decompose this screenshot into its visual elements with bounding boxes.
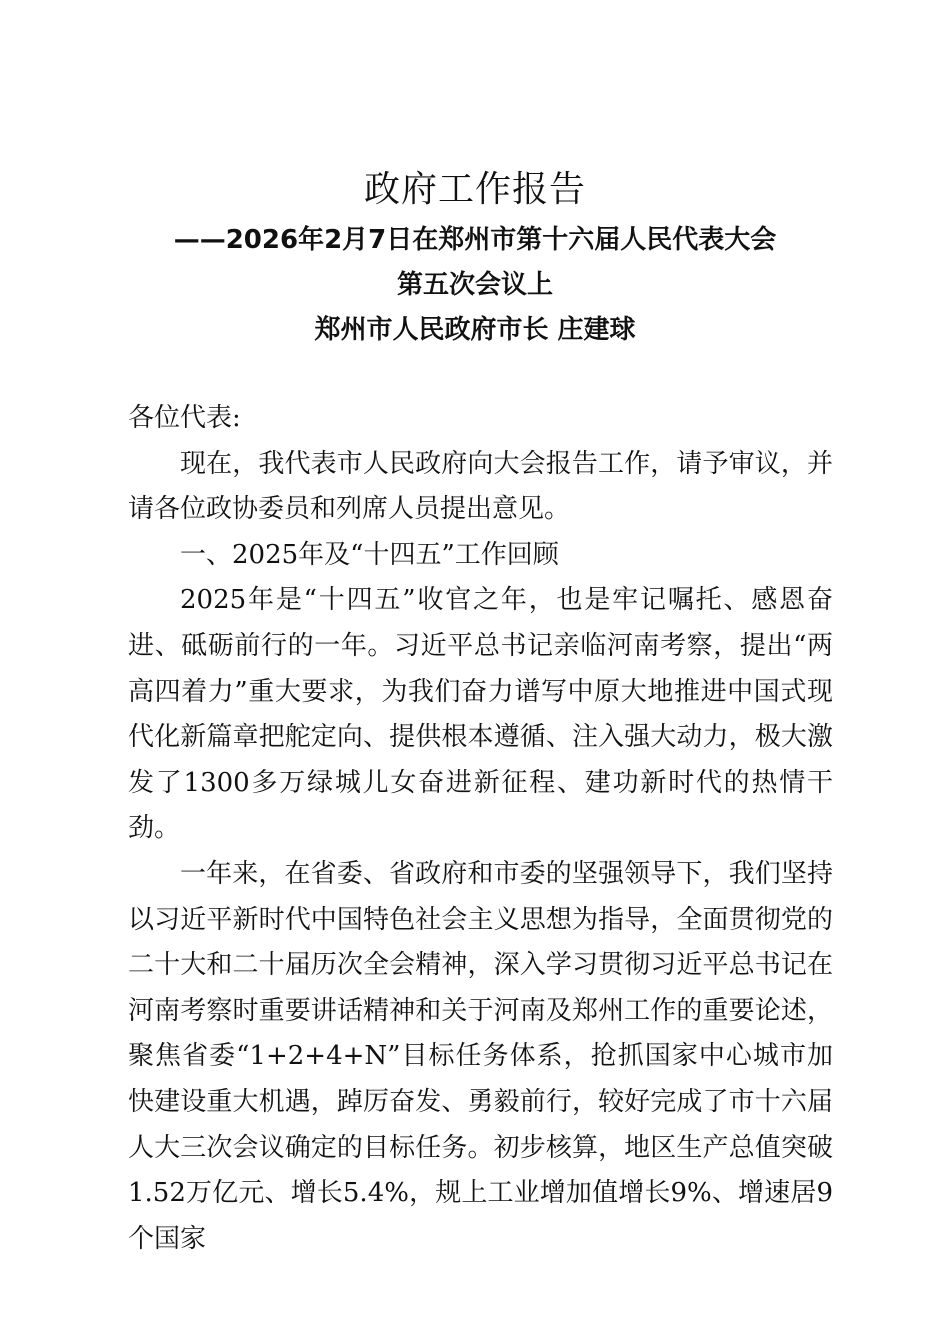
subtitle-date-line: ——2026年2月7日在郑州市第十六届人民代表大会: [173, 225, 777, 255]
document-body: [128, 396, 833, 1262]
subtitle-session-line: 第五次会议上: [396, 270, 553, 300]
paragraph-2025-review: 2025年是“十四五”收官之年，也是牢记嘱托、感恩奋进、砥砺前行的一年。习近平总书记亲临河南考察，提出“两高四着力”重大要求，为我们奋力谱写中原大地推进中国式现代化新篇章把舵定向、提供根本遵循、注入强大动力，极大激发了1300多万绿城儿女奋进新征程、建功新时代的热情干劲。: [128, 585, 833, 844]
paragraph-intro: 现在，我代表市人民政府向大会报告工作，请予审议，并请各位政协委员和列席人员提出意见。: [128, 448, 833, 525]
paragraph-year-summary: 一年来，在省委、省政府和市委的坚强领导下，我们坚持以习近平新时代中国特色社会主义思想为指导，全面贯彻党的二十大和二十届历次全会精神，深入学习贯彻习近平总书记在河南考察时重要讲话精神和关于河南及郑州工作的重要论述，聚焦省委“1+2+4+N”目标任务体系，抢抓国家中心城市加快建设重大机遇，踔厉奋发、勇毅前行，较好完成了市十六届人大三次会议确定的目标任务。初步核算，地区生产总值突破1.52万亿元、增长5.4%，规上工业增加值增长9%、增速居9个国家: [128, 858, 833, 1254]
greeting: 各位代表:: [128, 403, 241, 433]
subtitle-author-line: 郑州市人民政府市长 庄建球: [314, 315, 636, 345]
document-title: 政府工作报告: [363, 169, 586, 210]
section-heading: 一、2025年及“十四五”工作回顾: [180, 539, 559, 570]
